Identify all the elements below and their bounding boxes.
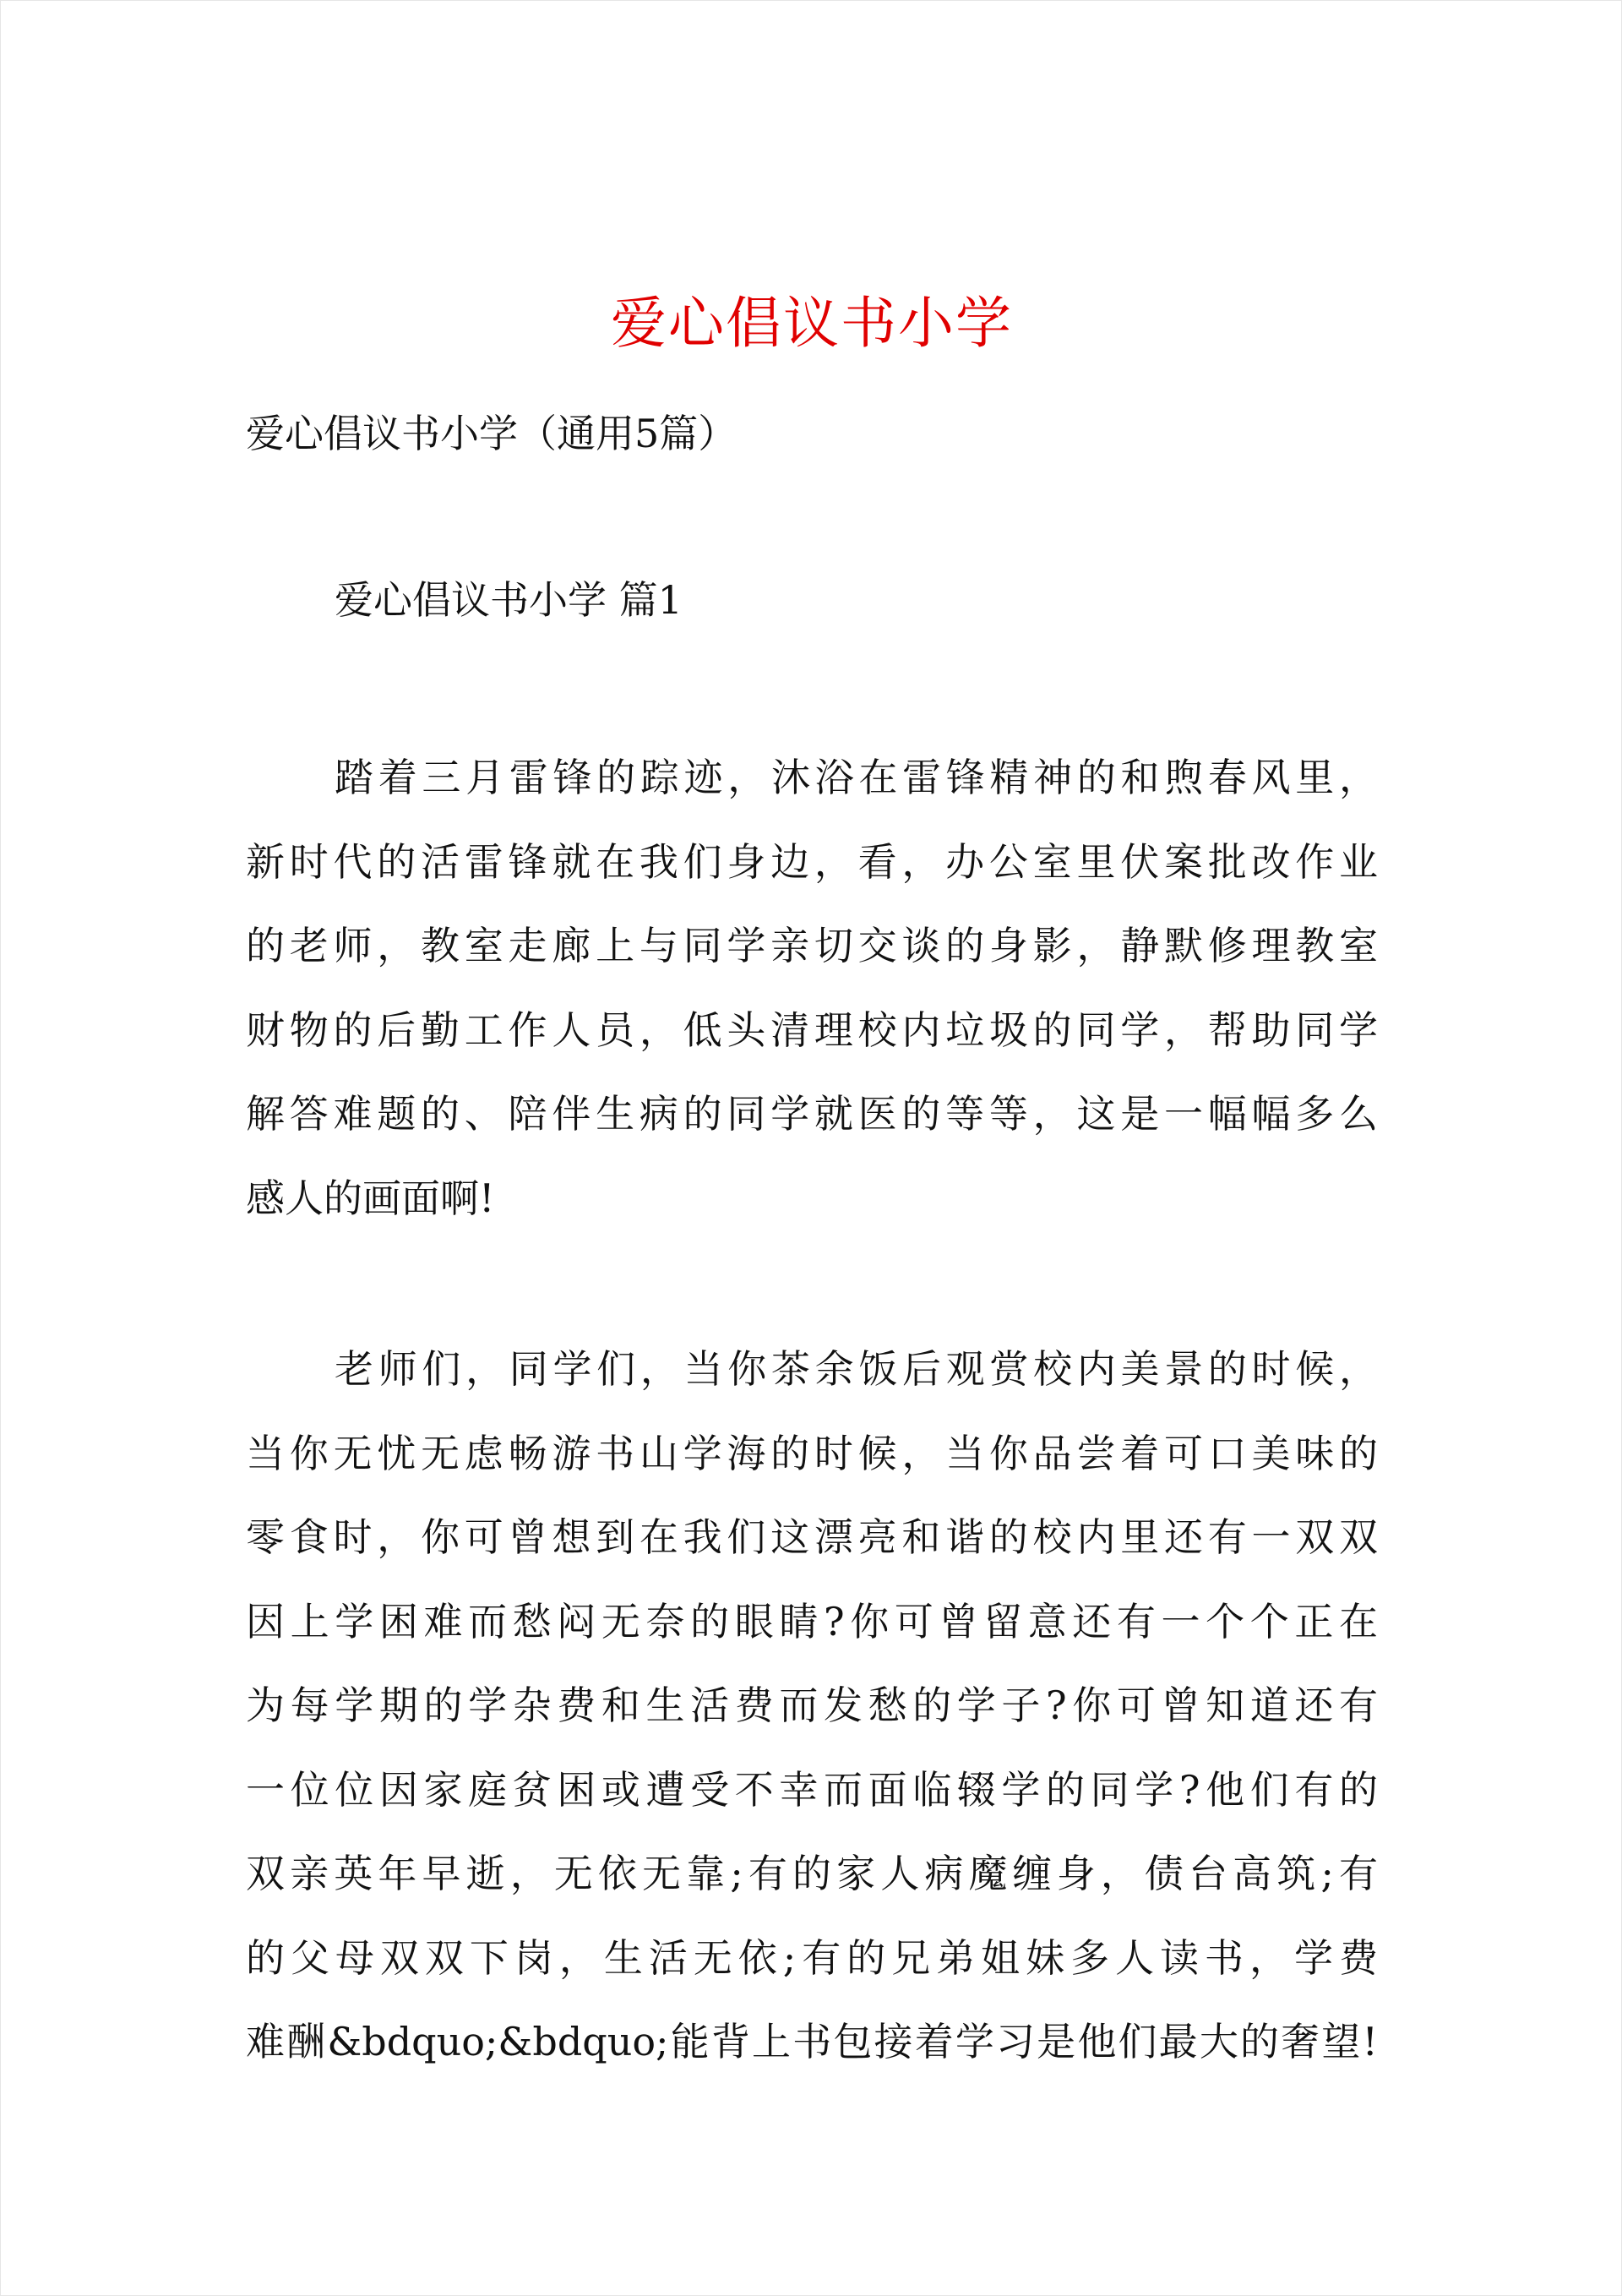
section-heading: 爱心倡议书小学 篇1 [335, 577, 683, 623]
paragraph-1 [246, 736, 1378, 1241]
paragraph-line: 为每学期的学杂费和生活费而发愁的学子?你可曾知道还有 [246, 1682, 1378, 1728]
paragraph-line: 解答难题的、陪伴生病的同学就医的等等，这是一幅幅多么 [246, 1091, 1378, 1137]
paragraph-line: 双亲英年早逝，无依无靠;有的家人病魔缠身，债台高筑;有 [246, 1851, 1378, 1896]
paragraph-line: 当你无忧无虑畅游书山学海的时候，当你品尝着可口美味的 [246, 1430, 1378, 1476]
paragraph-line: 踏着三月雷锋的踪迹，沐浴在雷锋精神的和煦春风里， [335, 755, 1378, 800]
paragraph-line: 财物的后勤工作人员，低头清理校内垃圾的同学，帮助同学 [246, 1006, 1378, 1053]
paragraph-2 [246, 1328, 1378, 2085]
paragraph-line: 一位位因家庭贫困或遭受不幸而面临辍学的同学?他们有的 [246, 1766, 1378, 1813]
paragraph-line: 的父母双双下岗，生活无依;有的兄弟姐妹多人读书，学费 [246, 1934, 1378, 1981]
paragraph-line: 感人的画面啊! [246, 1175, 495, 1221]
paragraph-line: 难酬&bdquo;&bdquo;能背上书包接着学习是他们最大的奢望! [246, 2019, 1378, 2064]
paragraph-line: 零食时，你可曾想到在我们这漂亮和谐的校内里还有一双双 [246, 1514, 1378, 1560]
paragraph-line: 老师们，同学们，当你茶余饭后观赏校内美景的时候， [335, 1346, 1378, 1392]
paragraph-line: 因上学困难而愁闷无奈的眼睛?你可曾留意还有一个个正在 [246, 1598, 1378, 1644]
paragraph-line: 新时代的活雷锋就在我们身边，看，办公室里伏案批改作业 [246, 838, 1378, 885]
document-title: 爱心倡议书小学 [611, 291, 1013, 357]
paragraph-line: 的老师，教室走廊上与同学亲切交谈的身影，静默修理教室 [246, 923, 1378, 968]
document-subtitle: 爱心倡议书小学（通用5篇） [246, 411, 738, 456]
